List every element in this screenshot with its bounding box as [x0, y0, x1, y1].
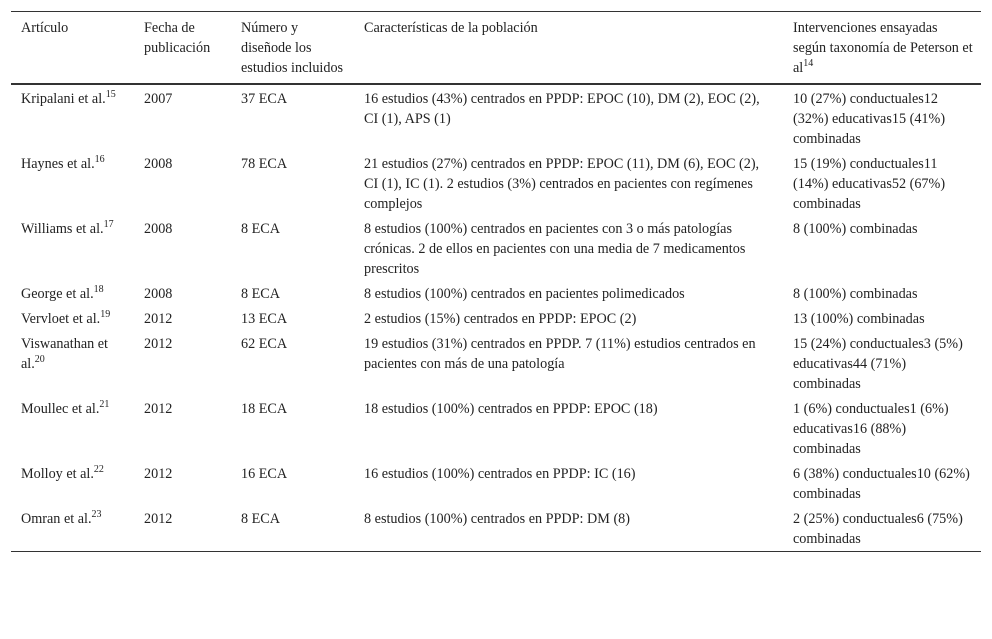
- table-row: [11, 151, 981, 216]
- cell-caracteristicas: 8 estudios (100%) centrados en PPDP: DM (8): [364, 511, 630, 527]
- author-ref: 17: [103, 219, 114, 230]
- cell-fecha: 2012: [144, 336, 173, 352]
- author-ref: 18: [93, 284, 104, 295]
- cell-fecha: 2008: [144, 221, 173, 237]
- cell-fecha: 2012: [144, 511, 173, 527]
- cell-intervenciones: 15 (19%) conductuales11 (14%) educativas52 (67%) combinadas: [793, 156, 946, 212]
- header-caracteristicas: Características de la población: [364, 20, 538, 36]
- author-ref: 19: [100, 309, 111, 320]
- author-ref: 16: [94, 154, 105, 165]
- cell-articulo: [11, 281, 134, 306]
- table-row: [11, 216, 981, 281]
- author-ref: 15: [105, 89, 116, 100]
- cell-numero: 78 ECA: [241, 156, 288, 172]
- studies-table: [11, 11, 981, 552]
- author-name: Vervloet et al.: [21, 311, 101, 327]
- cell-fecha: 2008: [144, 286, 173, 302]
- cell-numero: 37 ECA: [241, 91, 288, 107]
- author-ref: 23: [91, 509, 102, 520]
- author-name: Molloy et al.: [21, 466, 94, 482]
- table-row: [11, 461, 981, 506]
- cell-caracteristicas: 8 estudios (100%) centrados en pacientes polimedicados: [364, 286, 685, 302]
- cell-intervenciones: 13 (100%) combinadas: [793, 311, 925, 327]
- header-intervenciones-ref: 14: [803, 58, 814, 69]
- cell-caracteristicas: 19 estudios (31%) centrados en PPDP. 7 (11%) estudios centrados en pacientes con más de una patología: [364, 336, 756, 372]
- cell-numero: 13 ECA: [241, 311, 288, 327]
- author-ref: 20: [34, 354, 45, 365]
- cell-numero: 8 ECA: [241, 286, 281, 302]
- author-ref: 21: [99, 399, 110, 410]
- cell-caracteristicas: 8 estudios (100%) centrados en pacientes con 3 o más patologías crónicas. 2 de ellos en pacientes con una media de 7 medicamentos prescritos: [364, 221, 746, 277]
- cell-articulo: [11, 84, 134, 151]
- author-name: Omran et al.: [21, 511, 92, 527]
- table-row: [11, 506, 981, 552]
- cell-numero: 8 ECA: [241, 511, 281, 527]
- cell-fecha: 2012: [144, 401, 173, 417]
- table-row: [11, 306, 981, 331]
- author-name: Kripalani et al.: [21, 91, 106, 107]
- cell-numero: 16 ECA: [241, 466, 288, 482]
- header-numero: Número y diseñode los estudios incluidos: [241, 20, 344, 76]
- cell-intervenciones: 6 (38%) conductuales10 (62%) combinadas: [793, 466, 970, 502]
- cell-intervenciones: 8 (100%) combinadas: [793, 286, 918, 302]
- header-intervenciones: [783, 12, 981, 85]
- author-name: George et al.: [21, 286, 94, 302]
- cell-fecha: 2008: [144, 156, 173, 172]
- cell-articulo: [11, 396, 134, 461]
- cell-intervenciones: 2 (25%) conductuales6 (75%) combinadas: [793, 511, 963, 547]
- cell-intervenciones: 10 (27%) conductuales12 (32%) educativas15 (41%) combinadas: [793, 91, 946, 147]
- cell-articulo: [11, 306, 134, 331]
- cell-articulo: [11, 461, 134, 506]
- cell-caracteristicas: 18 estudios (100%) centrados en PPDP: EPOC (18): [364, 401, 658, 417]
- cell-caracteristicas: 21 estudios (27%) centrados en PPDP: EPOC (11), DM (6), EOC (2), CI (1), IC (1). 2 estudios (3%) centrados en pacientes con regímenes complejos: [364, 156, 760, 212]
- author-name: Haynes et al.: [21, 156, 95, 172]
- header-articulo: Artículo: [21, 20, 69, 36]
- cell-numero: 8 ECA: [241, 221, 281, 237]
- cell-caracteristicas: 16 estudios (43%) centrados en PPDP: EPOC (10), DM (2), EOC (2), CI (1), APS (1): [364, 91, 760, 127]
- cell-fecha: 2012: [144, 311, 173, 327]
- table-row: [11, 331, 981, 396]
- table-row: [11, 84, 981, 151]
- header-intervenciones-text: Intervenciones ensayadas según taxonomía de Peterson et al: [793, 20, 973, 76]
- table-row: [11, 396, 981, 461]
- author-ref: 22: [93, 464, 104, 475]
- cell-articulo: [11, 506, 134, 552]
- cell-intervenciones: 1 (6%) conductuales1 (6%) educativas16 (88%) combinadas: [793, 401, 949, 457]
- cell-intervenciones: 8 (100%) combinadas: [793, 221, 918, 237]
- cell-articulo: [11, 216, 134, 281]
- cell-caracteristicas: 2 estudios (15%) centrados en PPDP: EPOC (2): [364, 311, 637, 327]
- cell-caracteristicas: 16 estudios (100%) centrados en PPDP: IC (16): [364, 466, 636, 482]
- table-row: [11, 281, 981, 306]
- cell-articulo: [11, 331, 134, 396]
- header-fecha: Fecha de publicación: [144, 20, 211, 56]
- cell-intervenciones: 15 (24%) conductuales3 (5%) educativas44 (71%) combinadas: [793, 336, 963, 392]
- header-row: [11, 12, 981, 85]
- table-header: [11, 12, 981, 85]
- cell-fecha: 2007: [144, 91, 173, 107]
- author-name: Moullec et al.: [21, 401, 100, 417]
- cell-numero: 18 ECA: [241, 401, 288, 417]
- studies-table-container: [11, 11, 981, 552]
- author-name: Viswanathan et al.: [21, 336, 109, 372]
- author-name: Williams et al.: [21, 221, 104, 237]
- cell-articulo: [11, 151, 134, 216]
- cell-numero: 62 ECA: [241, 336, 288, 352]
- table-body: [11, 84, 981, 552]
- cell-fecha: 2012: [144, 466, 173, 482]
